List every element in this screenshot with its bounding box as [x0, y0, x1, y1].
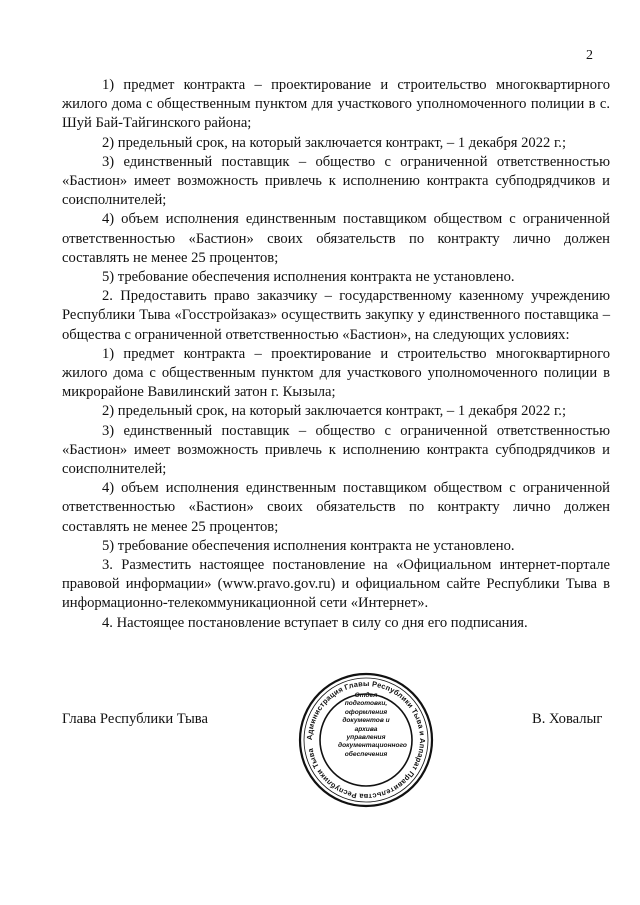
paragraph: 2) предельный срок, на который заключается контракт, – 1 декабря 2022 г.;	[102, 403, 567, 420]
signatory-name: В. Ховалыг	[532, 711, 603, 727]
official-stamp	[296, 670, 436, 810]
paragraph: 1) предмет контракта – проектирование и строительство многоквартирного жилого дома с общественным пунктом для участкового уполномоченного полиции в микрорайоне Вавилинский затон г. Кызыла;	[62, 345, 610, 401]
paragraph: 4) объем исполнения единственным поставщиком обществом с ограниченной ответственностью «Бастион» своих обязательств по контракту лично должен составлять не менее 25 процентов;	[62, 480, 610, 535]
stamp-center-text: Отдел подготовки, оформления документов и архива управления документационного обеспечения	[338, 692, 407, 758]
page-number: 2	[586, 48, 593, 63]
signatory-title: Глава Республики Тыва	[62, 711, 208, 727]
document-body	[62, 76, 610, 633]
paragraph: 4) объем исполнения единственным поставщиком обществом с ограниченной ответственностью «Бастион» своих обязательств по контракту лично должен составлять не менее 25 процентов;	[62, 211, 610, 266]
paragraph: 4. Настоящее постановление вступает в силу со дня его подписания.	[102, 614, 528, 631]
paragraph: 2) предельный срок, на который заключается контракт, – 1 декабря 2022 г.;	[102, 134, 567, 151]
paragraph: 3) единственный поставщик – общество с ограниченной ответственностью «Бастион» имеет возможность привлечь к исполнению контракта субподрядчиков и соисполнителей;	[62, 422, 610, 478]
paragraph: 3) единственный поставщик – общество с ограниченной ответственностью «Бастион» имеет возможность привлечь к исполнению контракта субподрядчиков и соисполнителей;	[62, 153, 610, 209]
paragraph: 2. Предоставить право заказчику – государственному казенному учреждению Республики Тыва «Госстройзаказ» осуществить закупку у единственного поставщика – общества с ограниченной ответственностью «Бастион», на следующих условиях:	[62, 288, 610, 343]
paragraph: 5) требование обеспечения исполнения контракта не установлено.	[102, 537, 515, 554]
paragraph: 1) предмет контракта – проектирование и строительство многоквартирного жилого дома с общественным пунктом для участкового уполномоченного полиции в с. Шуй Бай-Тайгинского района;	[62, 77, 610, 132]
svg-text:Администрация Главы Республики: Администрация Главы Республики Тыва и Аппарат Правительства Республики Тыва	[304, 678, 428, 802]
paragraph: 3. Разместить настоящее постановление на «Официальном интернет-портале правовой информации» (www.pravo.gov.ru) и официальном сайте Республики Тыва в информационно-телекоммуникационной сети «Интернет».	[62, 557, 610, 612]
paragraph: 5) требование обеспечения исполнения контракта не установлено.	[102, 269, 515, 286]
